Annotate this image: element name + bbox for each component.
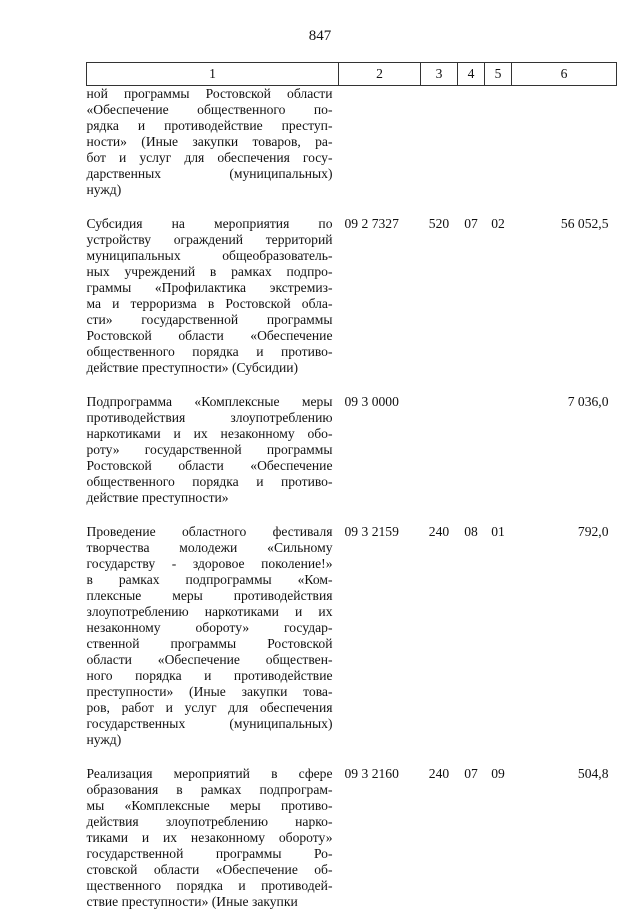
description-line: бот и услуг для обеспечения госу- xyxy=(87,150,333,166)
row-amount xyxy=(512,86,617,217)
description-line: области «Обеспечение обществен- xyxy=(87,652,333,668)
description-line: общественного порядка и противо- xyxy=(87,474,333,490)
description-line: граммы «Профилактика экстремиз- xyxy=(87,280,333,296)
description-line: наркотиками и их незаконному обо- xyxy=(87,426,333,442)
row-description xyxy=(87,394,339,524)
column-header: 3 xyxy=(421,63,458,86)
column-header: 5 xyxy=(485,63,512,86)
description-line: государству - здоровое поколение!» xyxy=(87,556,333,572)
description-line: нужд) xyxy=(87,182,333,198)
description-line: муниципальных общеобразователь- xyxy=(87,248,333,264)
table-row xyxy=(87,766,617,910)
description-line: Реализация мероприятий в сфере xyxy=(87,766,333,782)
row-section xyxy=(458,394,485,524)
description-line: творчества молодежи «Сильному xyxy=(87,540,333,556)
row-amount: 7 036,0 xyxy=(512,394,617,524)
column-header: 2 xyxy=(339,63,421,86)
row-code: 09 2 7327 xyxy=(339,216,421,394)
row-description xyxy=(87,524,339,766)
description-line: устройству ограждений территорий xyxy=(87,232,333,248)
row-subsection: 09 xyxy=(485,766,512,910)
description-line: действие преступности» xyxy=(87,490,333,506)
row-section: 08 xyxy=(458,524,485,766)
budget-table xyxy=(86,62,617,910)
row-code: 09 3 0000 xyxy=(339,394,421,524)
description-line: Субсидия на мероприятия по xyxy=(87,216,333,232)
row-expense-type: 520 xyxy=(421,216,458,394)
description-line: ственной программы Ростовской xyxy=(87,636,333,652)
description-line: ной программы Ростовской области xyxy=(87,86,333,102)
description-line: нужд) xyxy=(87,732,333,748)
description-line: ных учреждений в рамках подпро- xyxy=(87,264,333,280)
description-line: незаконному обороту» государ- xyxy=(87,620,333,636)
row-section xyxy=(458,86,485,217)
description-line: ствие преступности» (Иные закупки xyxy=(87,894,333,910)
description-line: общественного порядка и противо- xyxy=(87,344,333,360)
column-header: 6 xyxy=(512,63,617,86)
description-line: ма и терроризма в Ростовской обла- xyxy=(87,296,333,312)
row-subsection: 02 xyxy=(485,216,512,394)
description-line: Ростовской области «Обеспечение xyxy=(87,458,333,474)
description-line: «Обеспечение общественного по- xyxy=(87,102,333,118)
description-line: ров, работ и услуг для обеспечения xyxy=(87,700,333,716)
table-row xyxy=(87,394,617,524)
description-line: Проведение областного фестиваля xyxy=(87,524,333,540)
description-line: ности» (Иные закупки товаров, ра- xyxy=(87,134,333,150)
table-body xyxy=(87,86,617,910)
description-line: в рамках подпрограммы «Ком- xyxy=(87,572,333,588)
description-line: государственных (муниципальных) xyxy=(87,716,333,732)
column-header: 4 xyxy=(458,63,485,86)
row-section: 07 xyxy=(458,766,485,910)
column-header: 1 xyxy=(87,63,339,86)
description-line: противодействия злоупотреблению xyxy=(87,410,333,426)
row-amount: 792,0 xyxy=(512,524,617,766)
table-row xyxy=(87,524,617,766)
description-line: государственной программы Ро- xyxy=(87,846,333,862)
table-row xyxy=(87,216,617,394)
row-section: 07 xyxy=(458,216,485,394)
description-line: сти» государственной программы xyxy=(87,312,333,328)
description-line: злоупотреблению наркотиками и их xyxy=(87,604,333,620)
description-line: ного порядка и противодействие xyxy=(87,668,333,684)
row-description xyxy=(87,216,339,394)
row-amount: 504,8 xyxy=(512,766,617,910)
row-amount: 56 052,5 xyxy=(512,216,617,394)
row-expense-type: 240 xyxy=(421,766,458,910)
description-line: тиками и их незаконному обороту» xyxy=(87,830,333,846)
row-code: 09 3 2159 xyxy=(339,524,421,766)
row-expense-type xyxy=(421,86,458,217)
description-line: роту» государственной программы xyxy=(87,442,333,458)
description-line: мы «Комплексные меры противо- xyxy=(87,798,333,814)
table-row xyxy=(87,86,617,217)
description-line: Ростовской области «Обеспечение xyxy=(87,328,333,344)
row-code xyxy=(339,86,421,217)
row-description xyxy=(87,766,339,910)
description-line: образования в рамках подпрограм- xyxy=(87,782,333,798)
row-code: 09 3 2160 xyxy=(339,766,421,910)
description-line: Подпрограмма «Комплексные меры xyxy=(87,394,333,410)
page-number: 847 xyxy=(0,28,640,45)
description-line: рядка и противодействие преступ- xyxy=(87,118,333,134)
table-header-row xyxy=(87,63,617,86)
row-subsection xyxy=(485,86,512,217)
row-description xyxy=(87,86,339,217)
description-line: плексные меры противодействия xyxy=(87,588,333,604)
row-subsection: 01 xyxy=(485,524,512,766)
row-expense-type: 240 xyxy=(421,524,458,766)
description-line: действия злоупотреблению нарко- xyxy=(87,814,333,830)
description-line: щественного порядка и противодей- xyxy=(87,878,333,894)
description-line: стовской области «Обеспечение об- xyxy=(87,862,333,878)
row-subsection xyxy=(485,394,512,524)
description-line: преступности» (Иные закупки това- xyxy=(87,684,333,700)
description-line: дарственных (муниципальных) xyxy=(87,166,333,182)
description-line: действие преступности» (Субсидии) xyxy=(87,360,333,376)
row-expense-type xyxy=(421,394,458,524)
